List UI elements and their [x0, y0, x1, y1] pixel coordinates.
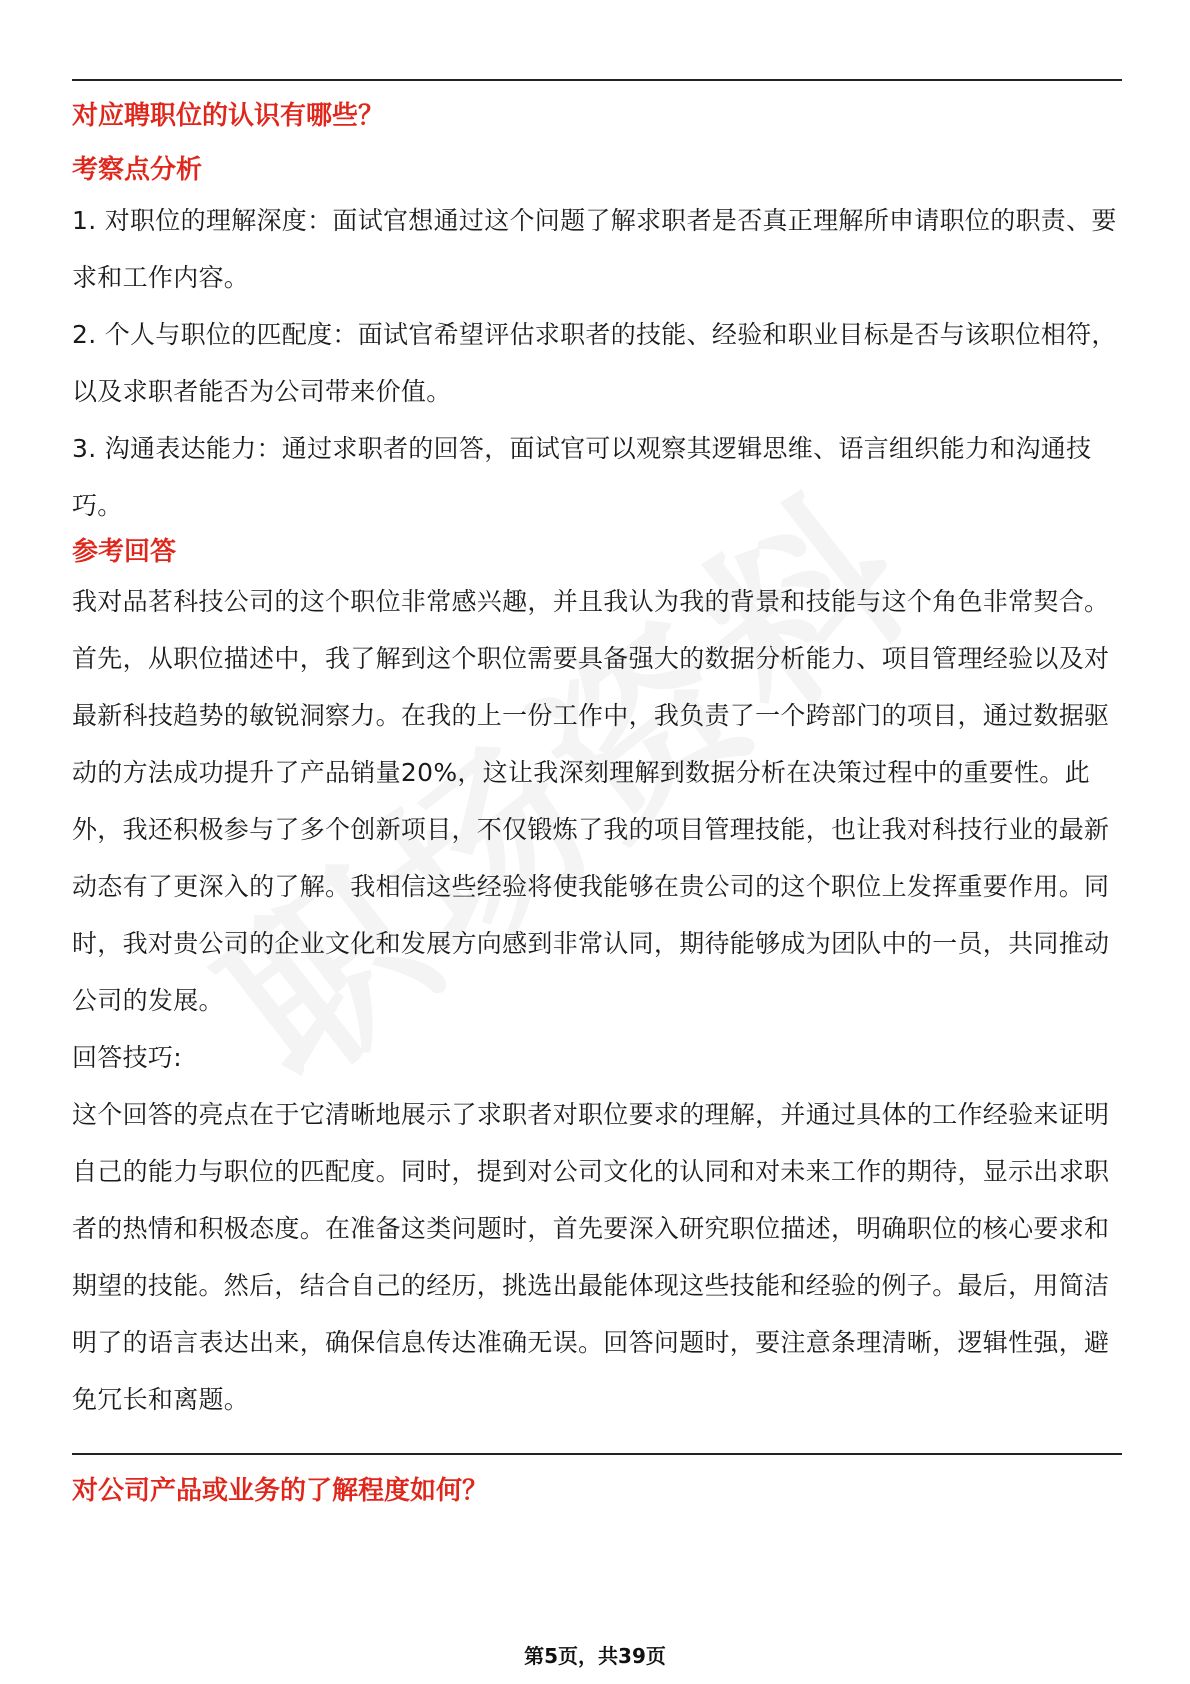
- analysis-heading-block: [72, 153, 1122, 187]
- page-number: 第5页，共39页: [524, 1644, 666, 1668]
- analysis-points: [72, 192, 1122, 534]
- answer-body: 我对品茗科技公司的这个职位非常感兴趣，并且我认为我的背景和技能与这个角色非常契合。首先，从职位描述中，我了解到这个职位需要具备强大的数据分析能力、项目管理经验以及对最新科技趋势的敏锐洞察力。在我的上一份工作中，我负责了一个跨部门的项目，通过数据驱动的方法成功提升了产品销量20%，这让我深刻理解到数据分析在决策过程中的重要性。此外，我还积极参与了多个创新项目，不仅锻炼了我的项目管理技能，也让我对科技行业的最新动态有了更深入的了解。我相信这些经验将使我能够在贵公司的这个职位上发挥重要作用。同时，我对贵公司的企业文化和发展方向感到非常认同，期待能够成为团队中的一员，共同推动公司的发展。: [72, 587, 1110, 1015]
- question-title-2-block: [72, 1474, 1122, 1508]
- question-title: 对应聘职位的认识有哪些？: [72, 101, 385, 131]
- tips-heading: 回答技巧:: [72, 1043, 182, 1072]
- answer-body-block: [72, 573, 1122, 1428]
- analysis-heading: 考察点分析: [72, 155, 203, 185]
- section-divider: [72, 1453, 1122, 1455]
- analysis-point-2: 2. 个人与职位的匹配度：面试官希望评估求职者的技能、经验和职业目标是否与该职位相符，以及求职者能否为公司带来价值。: [72, 320, 1117, 406]
- next-question-title: 对公司产品或业务的了解程度如何？: [72, 1476, 489, 1506]
- analysis-point-1: 1. 对职位的理解深度：面试官想通过这个问题了解求职者是否真正理解所申请职位的职责、要求和工作内容。: [72, 206, 1117, 292]
- tips-body: 这个回答的亮点在于它清晰地展示了求职者对职位要求的理解，并通过具体的工作经验来证明自己的能力与职位的匹配度。同时，提到对公司文化的认同和对未来工作的期待，显示出求职者的热情和积极态度。在准备这类问题时，首先要深入研究职位描述，明确职位的核心要求和期望的技能。然后，结合自己的经历，挑选出最能体现这些技能和经验的例子。最后，用简洁明了的语言表达出来，确保信息传达准确无误。回答问题时，要注意条理清晰，逻辑性强，避免冗长和离题。: [72, 1100, 1110, 1414]
- answer-heading: 参考回答: [72, 537, 177, 567]
- top-divider: [72, 79, 1122, 81]
- question-title-1-block: [72, 99, 1122, 133]
- analysis-point-3: 3. 沟通表达能力：通过求职者的回答，面试官可以观察其逻辑思维、语言组织能力和沟通技巧。: [72, 434, 1092, 520]
- answer-heading-block: [72, 535, 1122, 569]
